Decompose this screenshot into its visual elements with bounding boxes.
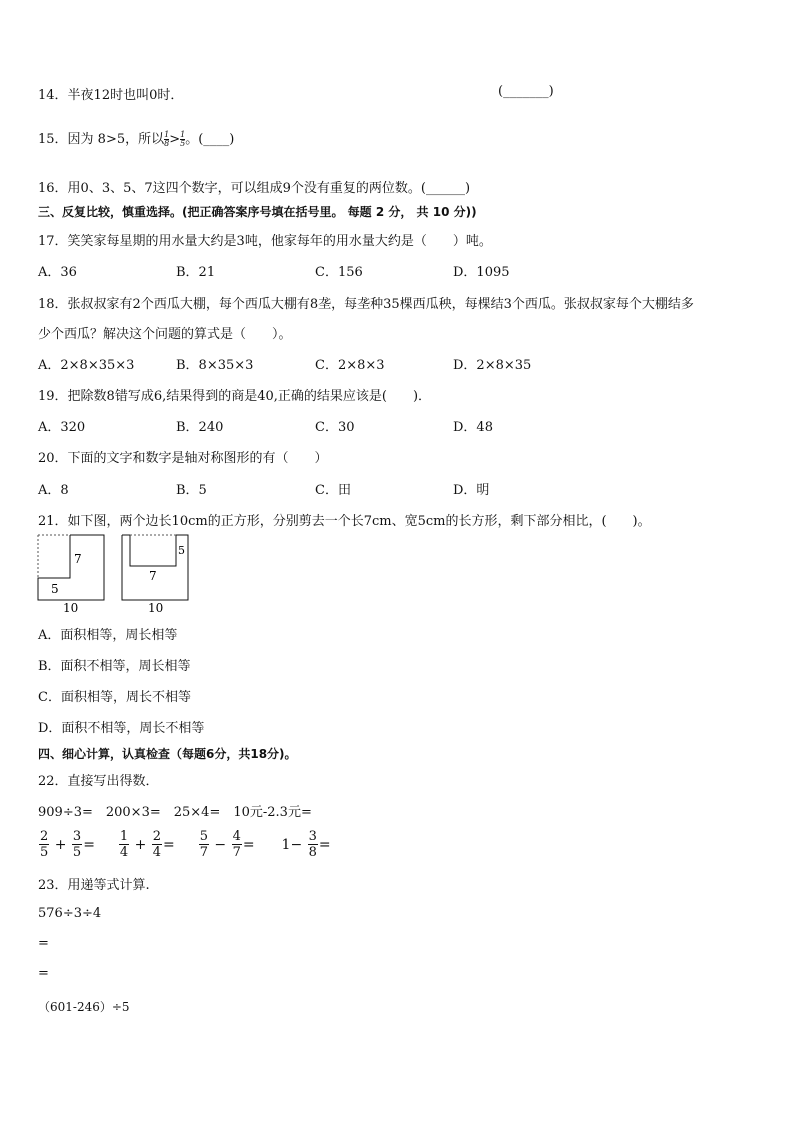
q22-row-1: 909÷3= 200×3= 25×4= 10元-2.3元= — [38, 805, 312, 820]
question-15-suffix: 。(____) — [185, 132, 235, 147]
question-16-text: 16．用0、3、5、7这四个数字，可以组成9个没有重复的两位数。(______) — [38, 181, 471, 196]
q19-option-c[interactable]: C．30 — [315, 420, 355, 435]
q20-option-d[interactable]: D．明 — [453, 483, 490, 498]
q21-option-c[interactable]: C．面积相等，周长不相等 — [38, 690, 191, 705]
question-16 — [38, 177, 470, 196]
figure-right-label-7: 7 — [149, 569, 157, 583]
question-18-line-2: 少个西瓜？解决这个问题的算式是（ ）。 — [38, 327, 292, 342]
q20-option-a[interactable]: A．8 — [38, 483, 69, 498]
q20-option-c[interactable]: C．田 — [315, 483, 351, 498]
q21-option-a[interactable]: A．面积相等，周长相等 — [38, 628, 178, 643]
q23-expression-1: 576÷3÷4 — [38, 906, 102, 921]
question-21: 21．如下图，两个边长10cm的正方形，分别剪去一个长7cm、宽5cm的长方形，剩下部分相比，( )。 — [38, 514, 651, 529]
figure-left-label-7: 7 — [74, 552, 82, 566]
question-14 — [38, 84, 183, 103]
q17-option-a[interactable]: A．36 — [38, 265, 77, 280]
figure-right-label-5: 5 — [178, 544, 185, 557]
q20-option-b[interactable]: B．5 — [176, 483, 207, 498]
figure-left-label-10: 10 — [63, 601, 79, 615]
question-20: 20．下面的文字和数字是轴对称图形的有（ ） — [38, 451, 328, 466]
question-22: 22．直接写出得数． — [38, 774, 159, 789]
figure-right-label-10: 10 — [148, 601, 164, 615]
greater-than-sign: > — [169, 132, 181, 147]
q21-option-d[interactable]: D．面积不相等，周长不相等 — [38, 721, 205, 736]
q21-option-b[interactable]: B．面积不相等，周长相等 — [38, 659, 191, 674]
fraction-one-fifth: $\frac{1}{5}$ — [180, 130, 186, 148]
q22-expr-4: 1− $\frac{3}{8}$ = — [281, 829, 331, 860]
q22-expr-1: $\frac{2}{5}$ + $\frac{3}{5}$ = — [40, 829, 95, 860]
question-18-line-1: 18．张叔叔家有2个西瓜大棚，每个西瓜大棚有8垄，每垄种35棵西瓜秧，每棵结3个西瓜。张叔叔家每个大棚结多 — [38, 297, 694, 312]
q19-option-d[interactable]: D．48 — [453, 420, 493, 435]
answer-blank-14[interactable]: (_______) — [498, 84, 554, 99]
q19-option-a[interactable]: A．320 — [38, 420, 86, 435]
q17-option-c[interactable]: C．156 — [315, 265, 363, 280]
q17-option-b[interactable]: B．21 — [176, 265, 216, 280]
q22-fraction-row — [38, 830, 331, 859]
q23-equals-line-2: = — [38, 966, 49, 981]
q17-option-d[interactable]: D．1095 — [453, 265, 510, 280]
q23-expression-2: （601-246）÷5 — [38, 1000, 130, 1014]
q21-figure — [36, 534, 196, 616]
q19-option-b[interactable]: B．240 — [176, 420, 224, 435]
q22-expr-3: $\frac{5}{7}$ − $\frac{4}{7}$ = — [199, 829, 255, 860]
question-19: 19．把除数8错写成6,结果得到的商是40,正确的结果应该是( )． — [38, 389, 432, 404]
q18-option-c[interactable]: C．2×8×3 — [315, 358, 385, 373]
figure-right-square — [122, 535, 188, 615]
q18-option-d[interactable]: D．2×8×35 — [453, 358, 532, 373]
question-15-prefix: 15．因为 8>5，所以 — [38, 132, 165, 147]
q23-equals-line-1: = — [38, 936, 49, 951]
question-17: 17．笑笑家每星期的用水量大约是3吨，他家每年的用水量大约是（ ）吨。 — [38, 234, 492, 249]
section-4-heading: 四、细心计算，认真检查（每题6分，共18分)。 — [38, 747, 297, 761]
figure-left-square — [38, 535, 104, 615]
question-15 — [38, 128, 234, 148]
q18-option-b[interactable]: B．8×35×3 — [176, 358, 254, 373]
figure-left-label-5: 5 — [51, 582, 59, 596]
question-14-text: 14．半夜12时也叫0时． — [38, 88, 184, 103]
section-3-heading: 三、反复比较，慎重选择。(把正确答案序号填在括号里。 每题 2 分， 共 10 分)) — [38, 205, 477, 219]
question-23: 23．用递等式计算. — [38, 878, 150, 893]
q18-option-a[interactable]: A．2×8×35×3 — [38, 358, 135, 373]
fraction-one-eighth: $\frac{1}{8}$ — [164, 130, 170, 148]
q22-expr-2: $\frac{1}{4}$ + $\frac{2}{4}$ = — [119, 829, 175, 860]
